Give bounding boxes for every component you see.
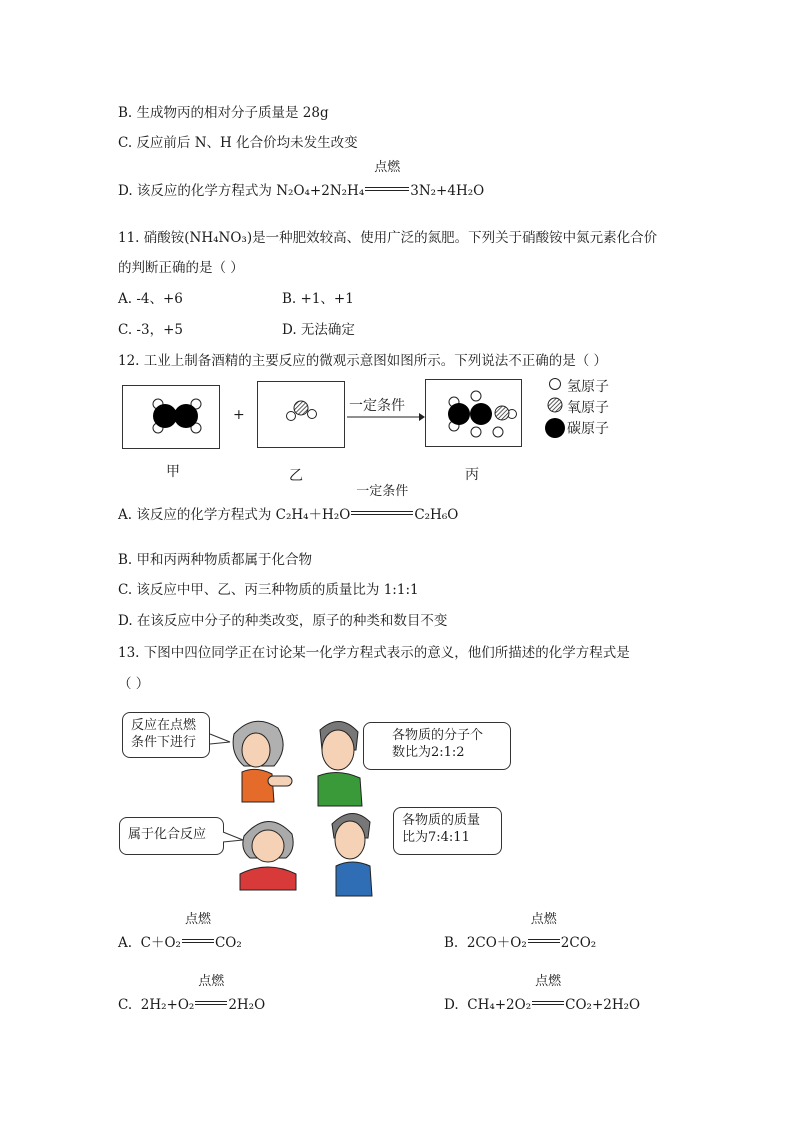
student-girl-illustration <box>224 714 294 804</box>
q12-stem: 12. 工业上制备酒精的主要反应的微观示意图如图所示。下列说法不正确的是（ ） <box>118 353 608 369</box>
q13-option-c <box>118 974 266 1015</box>
q12-option-a-prefix: A. 该反应的化学方程式为 <box>118 507 276 523</box>
speech-bubble-2: 各物质的分子个 数比为2:1:2 <box>363 722 511 770</box>
q12-option-d: D. 在该反应中分子的种类改变，原子的种类和数目不变 <box>118 613 448 629</box>
q13-option-c-condition-text: 点燃 <box>198 974 225 989</box>
student-boy-blue-illustration <box>322 808 378 896</box>
q12-option-a-rhs: C₂H₆O <box>414 507 459 523</box>
q10-option-d-condition <box>365 160 409 195</box>
molecule-jia-box <box>122 385 220 449</box>
q13-option-a-condition <box>182 912 214 947</box>
q10-option-d-rhs: 3N₂+4H₂O <box>410 183 485 199</box>
q10-option-b: B. 生成物丙的相对分子质量是 28g <box>118 105 329 121</box>
q13-option-b-condition <box>528 912 560 947</box>
q13-option-b <box>444 912 597 953</box>
q11-stem-line2: 的判断正确的是（ ） <box>118 260 244 276</box>
q13-option-d-condition <box>532 974 564 1009</box>
q13-stem-line2: （ ） <box>118 676 150 692</box>
q13-option-b-condition-text: 点燃 <box>530 912 557 927</box>
q13-option-a-condition-text: 点燃 <box>184 912 211 927</box>
label-yi: 乙 <box>289 468 303 484</box>
q13-option-c-rhs: 2H₂O <box>228 997 266 1013</box>
ethanol-molecule <box>426 380 521 446</box>
q11-option-b: B. +1、+1 <box>282 291 354 307</box>
legend-carbon: 碳原子 <box>567 421 609 437</box>
q13-option-a-lhs: C＋O₂ <box>140 935 181 951</box>
q13-option-b-rhs: 2CO₂ <box>560 935 597 951</box>
q11-option-c: C. -3，+5 <box>118 322 183 338</box>
student-boy-green-illustration <box>306 716 366 806</box>
hydrogen-atom-icon <box>550 379 561 390</box>
q12-option-a <box>118 484 459 525</box>
q13-option-b-lhs: 2CO＋O₂ <box>466 935 527 951</box>
q13-option-d-rhs: CO₂+2H₂O <box>565 997 641 1013</box>
q13-option-c-lhs: 2H₂+O₂ <box>140 997 195 1013</box>
q13-option-d-condition-text: 点燃 <box>535 974 562 989</box>
legend-symbols <box>543 377 567 439</box>
q13-option-d <box>444 974 641 1015</box>
reaction-arrow <box>347 412 425 422</box>
label-bing: 丙 <box>465 467 479 483</box>
molecule-bing-box <box>425 379 522 447</box>
legend-hydrogen: 氢原子 <box>567 379 609 395</box>
q13-option-c-condition <box>195 974 227 1009</box>
legend-oxygen: 氧原子 <box>567 400 609 416</box>
q10-option-c: C. 反应前后 N、H 化合价均未发生改变 <box>118 135 358 151</box>
q10-option-d <box>118 160 485 201</box>
q13-option-b-label: B. <box>444 935 459 951</box>
speech-bubble-3-tail <box>223 832 245 846</box>
molecule-yi-box <box>257 381 345 448</box>
speech-bubble-4: 各物质的质量 比为7:4:11 <box>393 807 502 855</box>
q10-option-d-prefix: D. 该反应的化学方程式为 <box>118 183 277 199</box>
q12-option-a-condition-text: 一定条件 <box>356 484 409 499</box>
q12-option-b: B. 甲和丙两种物质都属于化合物 <box>118 552 313 568</box>
q12-option-a-condition <box>351 484 413 519</box>
q13-option-a-rhs: CO₂ <box>214 935 242 951</box>
q13-option-d-lhs: CH₄+2O₂ <box>467 997 532 1013</box>
reaction-condition-label: 一定条件 <box>349 398 405 414</box>
carbon-atom-icon <box>545 418 565 438</box>
q11-stem-line1: 11. 硝酸铵(NH₄NO₃)是一种肥效较高、使用广泛的氮肥。下列关于硝酸铵中氮元素化合价 <box>118 230 658 246</box>
q10-option-d-condition-text: 点燃 <box>374 160 401 175</box>
q11-option-a: A. -4、+6 <box>118 291 183 307</box>
plus-sign: + <box>233 407 245 423</box>
speech-bubble-3: 属于化合反应 <box>119 817 224 855</box>
q13-stem-line1: 13. 下图中四位同学正在讨论某一化学方程式表示的意义，他们所描述的化学方程式是 <box>118 645 630 661</box>
q13-option-c-label: C. <box>118 997 133 1013</box>
q10-option-d-lhs: N₂O₄+2N₂H₄ <box>276 183 365 199</box>
ethylene-molecule <box>123 386 219 448</box>
q12-option-c: C. 该反应中甲、乙、丙三种物质的质量比为 1:1:1 <box>118 582 419 598</box>
q13-option-d-label: D. <box>444 997 459 1013</box>
q13-option-a <box>118 912 242 953</box>
oxygen-atom-icon <box>548 398 562 412</box>
water-molecule <box>258 382 344 447</box>
label-jia: 甲 <box>166 464 180 480</box>
student-grandma-illustration <box>236 810 300 892</box>
q11-option-d: D. 无法确定 <box>282 322 355 338</box>
q12-option-a-lhs: C₂H₄＋H₂O <box>275 507 351 523</box>
speech-bubble-1: 反应在点燃 条件下进行 <box>122 712 210 758</box>
speech-bubble-1-tail <box>210 734 232 748</box>
q13-option-a-label: A. <box>118 935 133 951</box>
